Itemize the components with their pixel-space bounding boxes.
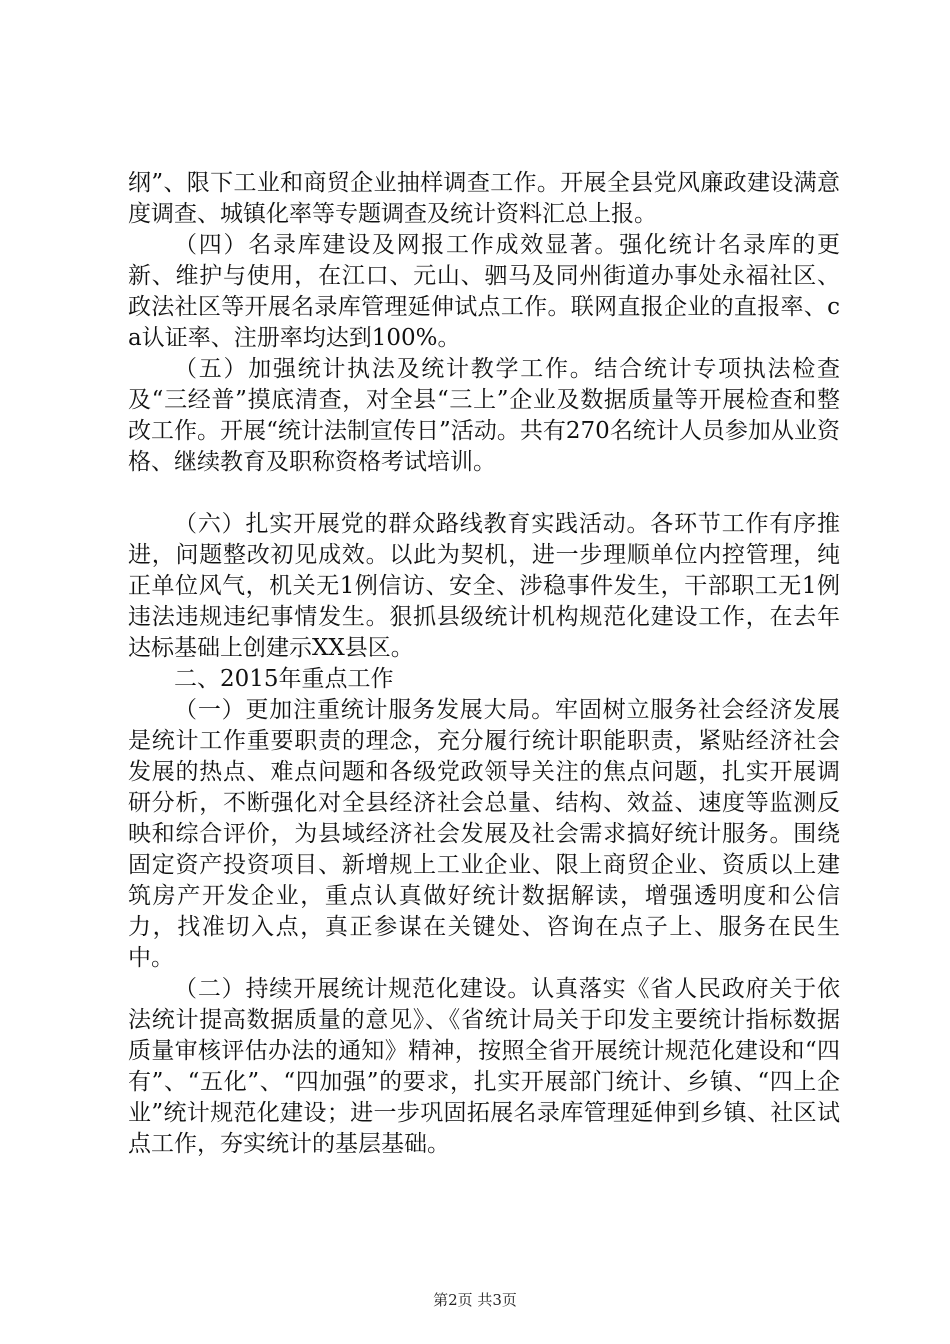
page-number-footer: 第2页 共3页 bbox=[433, 1291, 517, 1309]
paragraph-continuation: 纲”、限下工业和商贸企业抽样调查工作。开展全县党风廉政建设满意度调查、城镇化率等专题调查及统计资料汇总上报。 bbox=[128, 170, 840, 227]
section-heading-2015-key-work: 二、2015年重点工作 bbox=[174, 666, 394, 692]
paragraph-section-4: （四）名录库建设及网报工作成效显著。强化统计名录库的更新、维护与使用，在江口、元山、驷马及同州街道办事处永福社区、政法社区等开展名录库管理延伸试点工作。联网直报企业的直报率、ca认证率、注册率均达到100%。 bbox=[128, 232, 840, 351]
paragraph-item-1: （一）更加注重统计服务发展大局。牢固树立服务社会经济发展是统计工作重要职责的理念，充分履行统计职能职责，紧贴经济社会发展的热点、难点问题和各级党政领导关注的焦点问题，扎实开展调研分析，不断强化对全县经济社会总量、结构、效益、速度等监测反映和综合评价，为县域经济社会发展及社会需求搞好统计服务。围绕固定资产投资项目、新增规上工业企业、限上商贸企业、资质以上建筑房产开发企业，重点认真做好统计数据解读，增强透明度和公信力，找准切入点，真正参谋在关键处、咨询在点子上、服务在民生中。 bbox=[128, 697, 840, 971]
document-body bbox=[128, 168, 840, 1160]
paragraph-section-6: （六）扎实开展党的群众路线教育实践活动。各环节工作有序推进，问题整改初见成效。以此为契机，进一步理顺单位内控管理，纯正单位风气，机关无1例信访、安全、涉稳事件发生，干部职工无1例违法违规违纪事情发生。狠抓县级统计机构规范化建设工作，在去年达标基础上创建示XX县区。 bbox=[128, 511, 840, 661]
paragraph-item-2: （二）持续开展统计规范化建设。认真落实《省人民政府关于依法统计提高数据质量的意见》、《省统计局关于印发主要统计指标数据质量审核评估办法的通知》精神，按照全省开展统计规范化建设和“四有”、“五化”、“四加强”的要求，扎实开展部门统计、乡镇、“四上企业”统计规范化建设；进一步巩固拓展名录库管理延伸到乡镇、社区试点工作，夯实统计的基层基础。 bbox=[128, 976, 840, 1157]
paragraph-section-5: （五）加强统计执法及统计教学工作。结合统计专项执法检查及“三经普”摸底清查，对全县“三上”企业及数据质量等开展检查和整改工作。开展“统计法制宣传日”活动。共有270名统计人员参加从业资格、继续教育及职称资格考试培训。 bbox=[128, 356, 840, 475]
